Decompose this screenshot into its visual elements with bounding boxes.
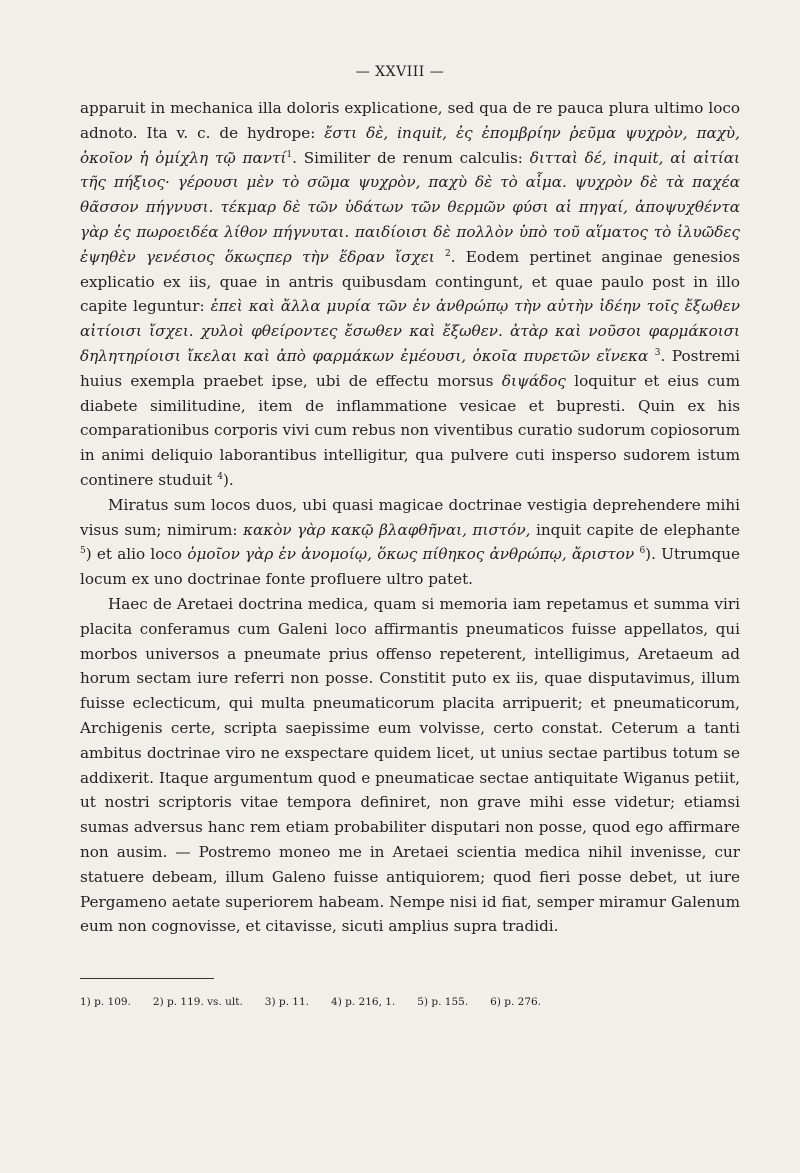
paragraph-2: [80, 493, 740, 592]
footnote-ref: 2: [444, 248, 451, 259]
footnote-5: 5) p. 155.: [417, 996, 469, 1008]
greek-quotation: κακὸν γὰρ κακῷ βλαφθῆναι, πιστόν,: [243, 520, 531, 539]
footnote-ref: 1: [286, 149, 293, 160]
text-span: Miratus sum locos duos, ubi quasi magicae doctrinae vestigia deprehendere mihi visus sum; nimirum:: [80, 495, 740, 539]
footnote-divider: [80, 978, 214, 979]
greek-quotation: ἐπεὶ καὶ ἄλλα μυρία τῶν ἐν ἀνθρώπῳ τὴν αὐτὴν ἰδέην τοῖς ἔξωθεν αἰτίοισι ἴσχει. χυλοὶ φθείροντες ἔσωθεν καὶ ἔξωθεν. ἀτὰρ καὶ νοῦσοι φαρμάκοισι δηλητηρίοισι ἴκελαι καὶ ἀπὸ φαρμάκων ἐμέουσι, ὁκοῖα πυρετῶν εἵνεκα: [80, 297, 740, 365]
text-span: ). Utrumque locum ex uno doctrinae fonte profluere ultro patet.: [80, 545, 741, 589]
footnote-ref: 3: [654, 347, 661, 358]
footnote-ref: 5: [80, 546, 86, 557]
footnote-2: 2) p. 119. vs. ult.: [152, 996, 243, 1008]
greek-quotation: ἔστι δὲ, inquit, ἐς ἐπομβρίην ῥεῦμα ψυχρὸν, παχὺ, ὁκοῖον ἡ ὁμίχλη τῷ παντί: [80, 123, 740, 167]
text-span: . Eodem pertinet anginae genesios explicatio ex iis, quae in antris quibusdam contingunt, et quae paulo post in illo capite leguntur:: [80, 247, 740, 316]
greek-word: διψάδος: [501, 371, 566, 390]
footnote-1: 1) p. 109.: [80, 996, 131, 1008]
footnote-6: 6) p. 276.: [490, 996, 542, 1008]
greek-quotation: ὁμοῖον γὰρ ἐν ἀνομοίῳ, ὅκως πίθηκος ἀνθρώπῳ, ἄριστον: [187, 545, 635, 564]
footnotes: [80, 996, 740, 1008]
greek-quotation: διτταὶ δέ, inquit, αἱ αἰτίαι τῆς πήξιος· γέρουσι μὲν τὸ σῶμα ψυχρὸν, παχὺ δὲ τὸ αἷμα. ψυχρὸν δὲ τὰ παχέα θᾶσσον πήγνυσι. τέκμαρ δὲ τῶν ὑδάτων τῶν θερμῶν φύσι αἱ πηγαί, ἀποψυχθέντα γὰρ ἐς πωροειδέα λίθον πήγνυται. παιδίοισι δὲ πολλὸν ὑπὸ τοῦ αἵματος τὸ ἰλυῶδες ἐψηθὲν γενέσιος ὅκωςπερ τὴν ἕδραν ἴσχει: [80, 148, 740, 266]
text-span: apparuit in mechanica illa doloris explicatione, sed qua de re pauca plura ultimo loco adnoto. Ita v. c. de hydrope:: [80, 99, 740, 142]
footnote-ref: 6: [639, 546, 646, 557]
paragraph-1: [80, 96, 740, 493]
footnote-3: 3) p. 11.: [264, 996, 310, 1008]
paragraph-3: Haec de Aretaei doctrina medica, quam si memoria iam repetamus et summa viri placita conferamus cum Galeni loco affirmantis pneumaticos fuisse appellatos, qui morbos universos a pneumate prius offenso repeterent, intelligimus, Aretaeum ad horum sectam iure referri non posse. Constitit puto ex iis, quae disputavimus, illum fuisse eclecticum, qui multa pneumaticorum placita arripuerit; et pneumaticorum, Archigenis certe, scripta saepissime eum volvisse, certo constat. Ceterum a tanti ambitus doctrinae viro ne exspectare quidem licet, ut unius sectae partibus totum se addixerit. Itaque argumentum quod e pneumaticae sectae antiquitate Wiganus petiit, ut nostri scriptoris vitae tempora definiret, non grave mihi esse videtur; etiamsi sumas adversus hanc rem etiam probabiliter disputari non posse, quod ego affirmare non ausim. — Postremo moneo me in Aretaei scientia medica nihil invenisse, cur statuere debeam, illum Galeno fuisse antiquiorem; quod fieri posse debet, ut iure Pergameno aetate superiorem habeam. Nempe nisi id fiat, semper miramur Galenum eum non cognovisse, et citavisse, sicuti amplius supra tradidi.: [80, 594, 740, 936]
footnote-ref: 4: [217, 471, 223, 482]
text-span: ).: [222, 470, 234, 489]
text-span: ) et alio loco: [85, 545, 188, 564]
text-span: . Postremi huius exempla praebet ipse, ubi de effectu morsus: [80, 346, 740, 390]
footnote-4: 4) p. 216, 1.: [331, 996, 396, 1008]
page-header: — XXVIII —: [355, 64, 445, 80]
body-text: [80, 96, 740, 939]
text-span: loquitur et eius cum diabete similitudine, item de inflammatione vesicae et bupresti. Quin ex his comparationibus corporis vivi cum rebus non viventibus curatio sudorum copiosorum in animi deliquio laborantibus intelligitur, qua pulvere cuti insperso sudorem istum continere studuit: [80, 371, 740, 489]
text-span: . Similiter de renum calculis:: [292, 148, 530, 167]
text-span: inquit capite de elephante: [530, 520, 740, 539]
